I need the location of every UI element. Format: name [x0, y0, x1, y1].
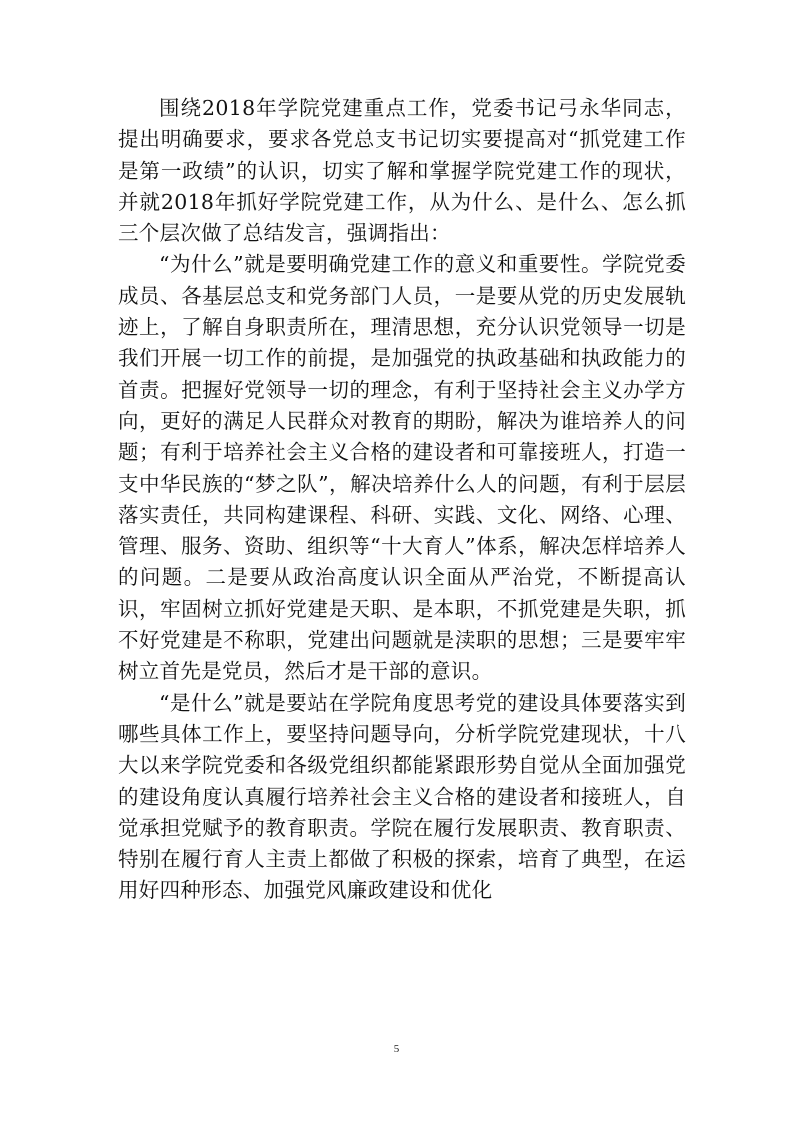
page-number: 5: [393, 1043, 400, 1055]
paragraph-1: 围绕2018年学院党建重点工作，党委书记弓永华同志，提出明确要求，要求各党总支书记切实要提高对“抓党建工作是第一政绩”的认识，切实了解和掌握学院党建工作的现状，并就2018年抓好学院党建工作，从为什么、是什么、怎么抓三个层次做了总结发言，强调指出：: [118, 96, 686, 246]
document-body: [118, 93, 686, 907]
paragraph-3: “是什么”就是要站在学院角度思考党的建设具体要落实到哪些具体工作上，要坚持问题导向，分析学院党建现状，十八大以来学院党委和各级党组织都能紧跟形势自觉从全面加强党的建设角度认真履行培养社会主义合格的建设者和接班人，自觉承担党赋予的教育职责。学院在履行发展职责、教育职责、特别在履行育人主责上都做了积极的探索，培育了典型，在运用好四种形态、加强党风廉政建设和优化: [118, 690, 686, 903]
paragraph-2: “为什么”就是要明确党建工作的意义和重要性。学院党委成员、各基层总支和党务部门人员，一是要从党的历史发展轨迹上，了解自身职责所在，理清思想，充分认识党领导一切是我们开展一切工作的前提，是加强党的执政基础和执政能力的首责。把握好党领导一切的理念，有利于坚持社会主义办学方向，更好的满足人民群众对教育的期盼，解决为谁培养人的问题；有利于培养社会主义合格的建设者和可靠接班人，打造一支中华民族的“梦之队”，解决培养什么人的问题，有利于层层落实责任，共同构建课程、科研、实践、文化、网络、心理、管理、服务、资助、组织等“十大育人”体系，解决怎样培养人的问题。二是要从政治高度认识全面从严治党，不断提高认识，牢固树立抓好党建是天职、是本职，不抓党建是失职，抓不好党建是不称职，党建出问题就是渎职的思想；三是要牢牢树立首先是党员，然后才是干部的意识。: [118, 252, 686, 684]
